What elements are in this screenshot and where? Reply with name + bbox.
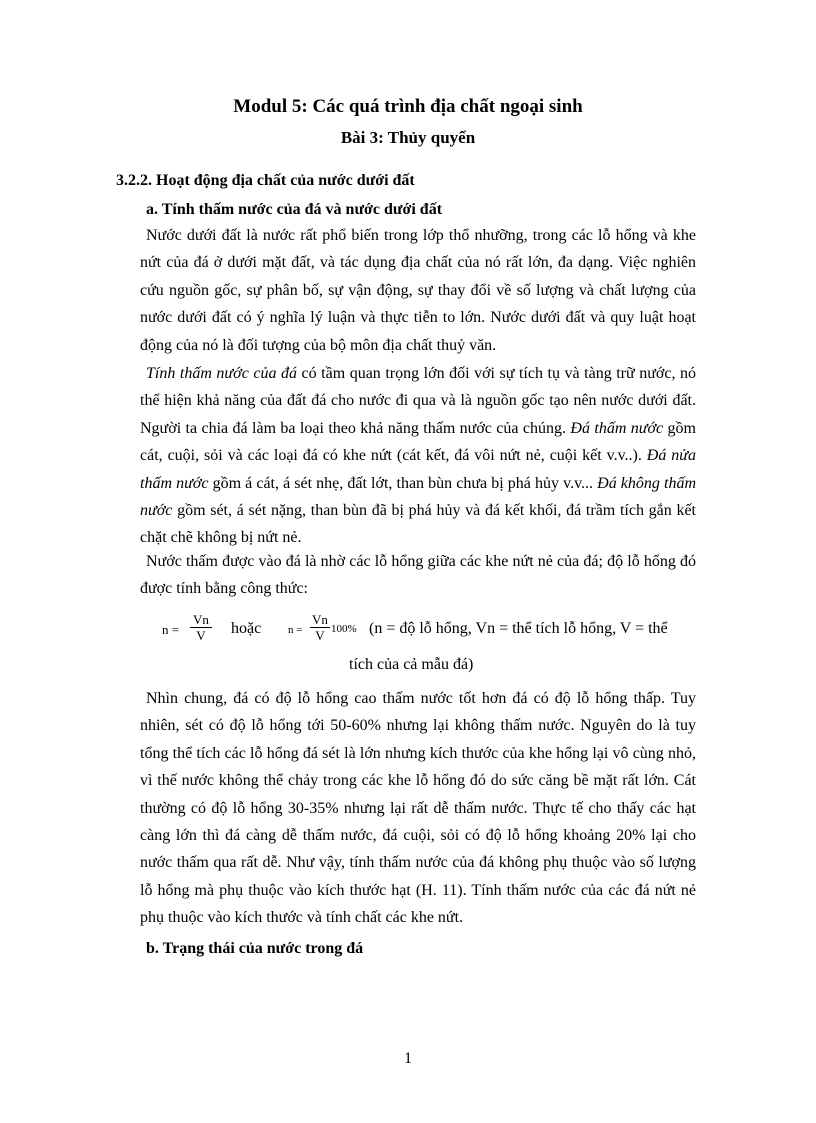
fraction-1 [190, 612, 212, 643]
term-impermeable-rock: Đá không thấm nước [140, 474, 697, 520]
paragraph-2-text-2: gồm cát, cuội, sỏi và các loại đá có khe nứt (cát kết, đá vôi nứt nẻ, cuội kết v.v..). [140, 419, 697, 465]
module-title: Modul 5: Các quá trình địa chất ngoại sinh [233, 96, 583, 117]
fraction-2-numerator: Vn [312, 612, 328, 627]
section-heading: 3.2.2. Hoạt động địa chất của nước dưới đất [116, 172, 415, 189]
paragraph-2-text-4: gồm sét, á sét nặng, than bùn đã bị phá hủy và đá kết khối, đá trầm tích gắn kết chặt chẽ không bị nứt nẻ. [140, 502, 696, 547]
fraction-1-numerator: Vn [193, 612, 209, 627]
porosity-formula [140, 610, 696, 650]
fraction-1-denominator: V [196, 628, 206, 643]
formula-explanation-2: tích của cả mẫu đá) [349, 656, 474, 673]
paragraph-2 [140, 360, 696, 552]
term-permeability: Tính thấm nước của đá [146, 365, 297, 382]
subheading-a: a. Tính thấm nước của đá và nước dưới đất [146, 201, 443, 218]
formula-percent: 100% [331, 623, 357, 635]
fraction-2 [310, 612, 330, 643]
fraction-2-denominator: V [315, 628, 325, 643]
formula-lhs-1: n = [162, 622, 180, 637]
formula-connector: hoặc [231, 620, 262, 637]
subheading-b: b. Trạng thái của nước trong đá [146, 940, 364, 957]
paragraph-4: Nhìn chung, đá có độ lỗ hổng cao thấm nước tốt hơn đá có độ lỗ hổng thấp. Tuy nhiên, sét có độ lỗ hổng tới 50-60% nhưng lại không thấm nước. Nguyên do là tuy tổng thể tích các lỗ hổng đá sét là lớn nhưng kích thước của khe hổng lại vô cùng nhỏ, vì thế nước không thể chảy trong các khe lỗ hổng đó do sức căng bề mặt rất lớn. Cát thường có độ lỗ hổng 30-35% nhưng lại rất dễ thấm nước. Thực tế cho thấy các hạt càng lớn thì đá càng dễ thấm nước, đá cuội, sỏi có độ lỗ hổng khoảng 20% lại cho nước thấm qua rất dễ. Như vậy, tính thấm nước của đá không phụ thuộc vào số lượng lỗ hổng mà phụ thuộc vào kích thước hạt (H. 11). Tính thấm nước của các đá nứt nẻ phụ thuộc vào kích thước và tính chất các khe nứt. [140, 690, 696, 927]
lesson-title: Bài 3: Thủy quyển [340, 128, 476, 147]
paragraph-2-text-1: có tầm quan trọng lớn đối với sự tích tụ và tàng trữ nước, nó thể hiện khả năng của đất đá cho nước đi qua và là nguồn gốc tạo nên nước dưới đất. Người ta chia đá làm ba loại theo khả năng thấm nước của chúng. [140, 365, 697, 437]
term-semi-permeable-rock: Đá nửa thấm nước [140, 447, 696, 492]
term-permeable-rock: Đá thấm nước [570, 419, 664, 437]
formula-explanation-1: (n = độ lỗ hổng, Vn = thể tích lỗ hổng, V = thể [369, 620, 668, 637]
paragraph-2-text-3: gồm á cát, á sét nhẹ, đất lớt, than bùn chưa bị phá hủy v.v... [208, 474, 598, 492]
formula-lhs-2: n = [288, 624, 303, 636]
paragraph-1: Nước dưới đất là nước rất phổ biến trong lớp thổ nhưỡng, trong các lỗ hổng và khe nứt của đá ở dưới mặt đất, và tác dụng địa chất của nó rất lớn, đa dạng. Việc nghiên cứu nguồn gốc, sự phân bố, sự vận động, sự thay đổi về số lượng và chất lượng của nước dưới đất có ý nghĩa lý luận và thực tiễn to lớn. Nước dưới đất và quy luật hoạt động của nó là đối tượng của bộ môn địa chất thuỷ văn. [140, 227, 696, 354]
page-number: 1 [404, 1050, 412, 1067]
paragraph-3: Nước thấm được vào đá là nhờ các lỗ hổng giữa các khe nứt nẻ của đá; độ lỗ hổng đó được tính bằng công thức: [140, 553, 696, 598]
